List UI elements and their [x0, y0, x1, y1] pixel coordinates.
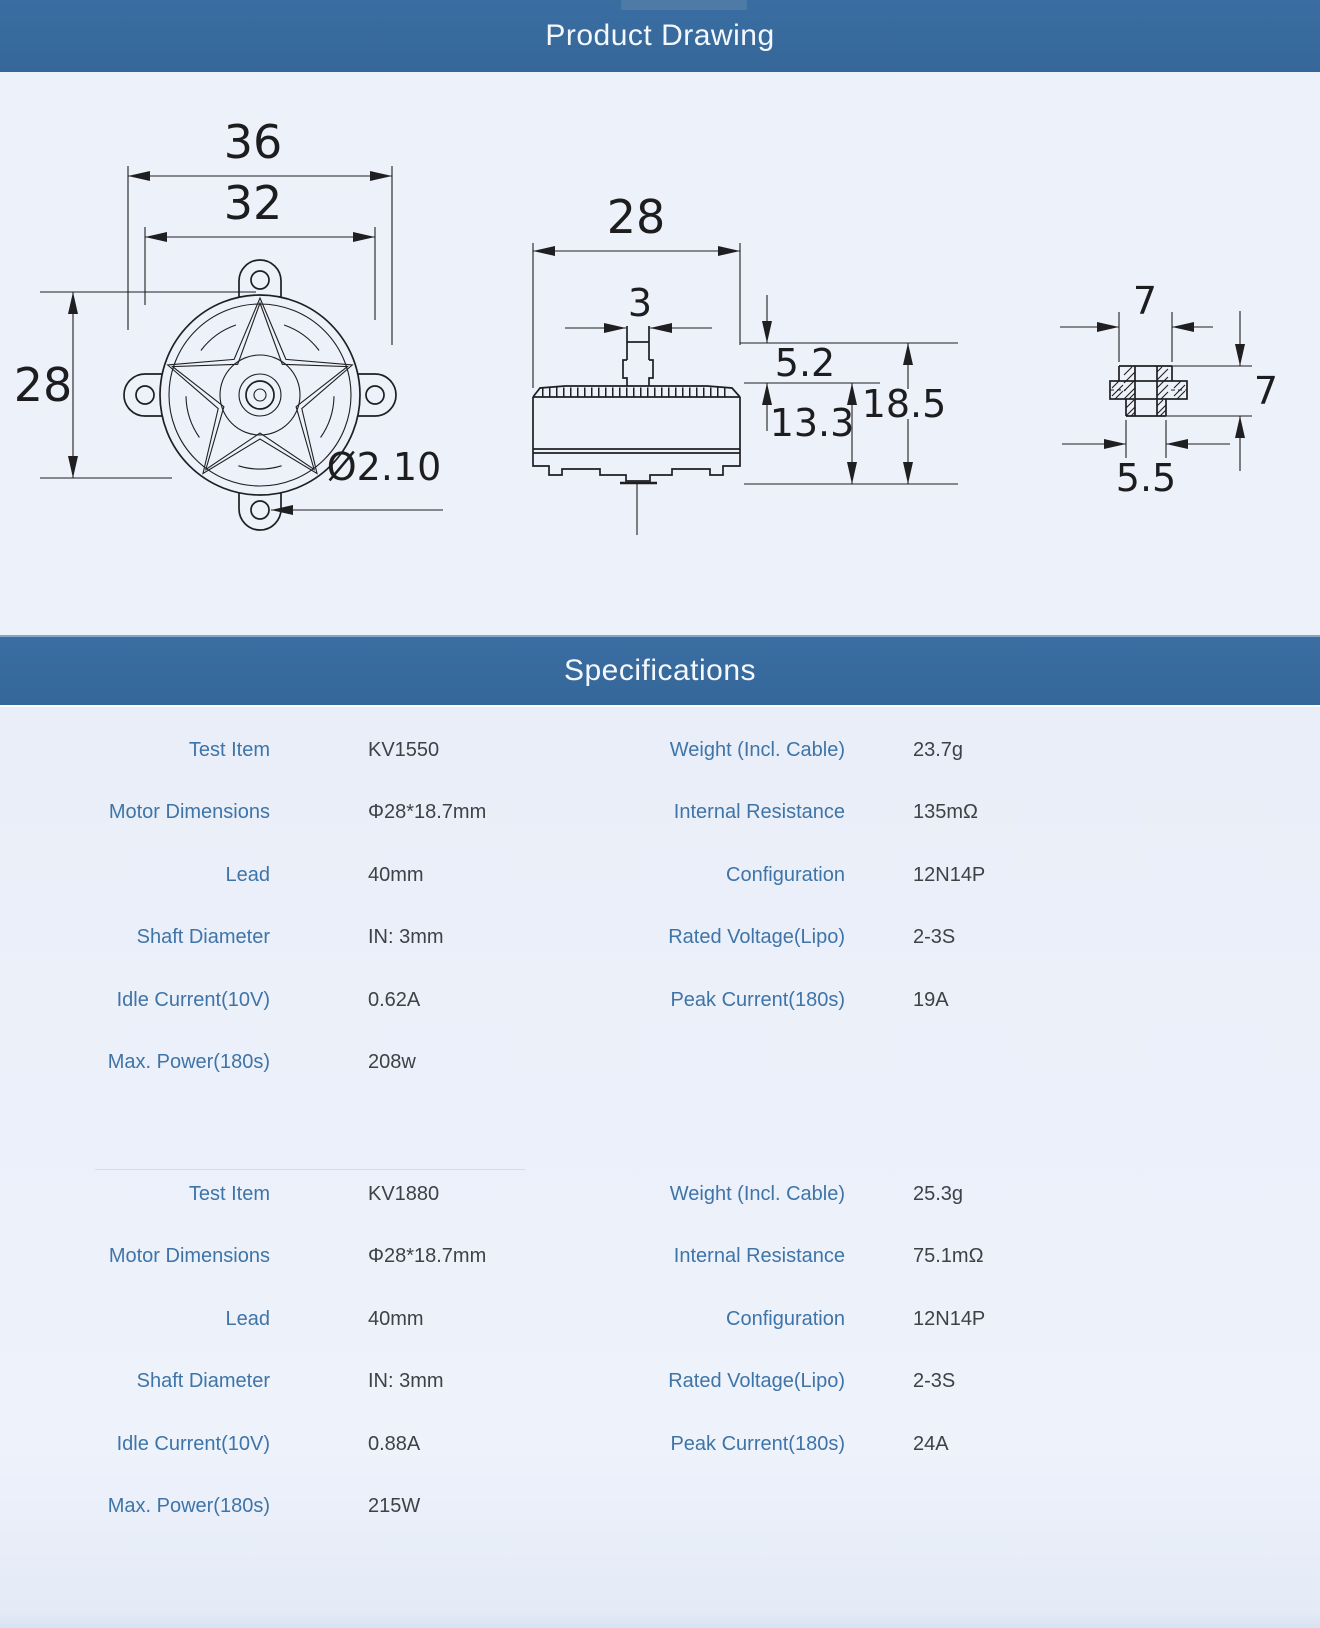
spec-label: Weight (Incl. Cable) — [669, 1182, 845, 1205]
spec-label: Shaft Diameter — [136, 926, 270, 949]
specifications-header — [0, 635, 1320, 707]
spec-label: Configuration — [726, 1307, 845, 1330]
spec-value: 40mm — [368, 863, 424, 886]
spec-row — [0, 1288, 1320, 1351]
spec-row — [0, 1413, 1320, 1476]
spec-label: Peak Current(180s) — [670, 1432, 845, 1455]
spec-label: Max. Power(180s) — [107, 1495, 270, 1518]
spec-row — [0, 1032, 1320, 1095]
hatch-pattern — [1112, 367, 1185, 416]
spec-row — [0, 969, 1320, 1032]
spec-label: Idle Current(10V) — [116, 1432, 270, 1455]
product-drawing-figure — [0, 72, 1320, 635]
spec-value: Φ28*18.7mm — [368, 801, 487, 824]
side-view-dimensions — [533, 190, 958, 484]
spec-label: Max. Power(180s) — [107, 1051, 270, 1074]
dim-section-height: 7 — [1253, 369, 1279, 413]
shaft-section-view — [1110, 366, 1187, 416]
spec-value: 2-3S — [913, 1370, 956, 1393]
spec-label: Rated Voltage(Lipo) — [668, 926, 845, 949]
dim-side-shaft-diameter: 3 — [627, 281, 653, 325]
spec-value: 0.62A — [368, 988, 421, 1011]
spec-label: Test Item — [188, 738, 270, 761]
spec-row — [0, 782, 1320, 845]
side-view — [533, 326, 740, 535]
spec-label: Idle Current(10V) — [116, 988, 270, 1011]
motor-technical-drawing — [0, 72, 1320, 635]
spec-value: 23.7g — [913, 738, 964, 761]
spec-value: 135mΩ — [913, 801, 978, 824]
spec-label: Configuration — [726, 863, 845, 886]
spec-label: Motor Dimensions — [108, 1245, 270, 1268]
spec-row — [0, 1163, 1320, 1226]
spec-row — [0, 719, 1320, 782]
spec-value: 12N14P — [913, 863, 986, 886]
spec-value: 2-3S — [913, 926, 956, 949]
spec-value: 25.3g — [913, 1182, 964, 1205]
top-notch-decoration — [621, 0, 747, 10]
spec-row — [0, 1351, 1320, 1414]
dim-side-width: 28 — [606, 190, 666, 244]
dim-front-overall-width: 36 — [223, 115, 283, 169]
spec-value: Φ28*18.7mm — [368, 1245, 487, 1268]
spec-value: 40mm — [368, 1307, 424, 1330]
dim-front-mount-spacing: 32 — [223, 176, 283, 230]
spec-row — [0, 1226, 1320, 1289]
dim-side-body-height: 13.3 — [769, 401, 855, 445]
specifications-section — [0, 707, 1320, 1628]
spec-table-kv1880 — [0, 1163, 1320, 1538]
spec-value: KV1550 — [368, 738, 440, 761]
spec-row — [0, 844, 1320, 907]
dim-front-mount-hole: Ø2.10 — [326, 445, 442, 489]
spec-label: Lead — [225, 863, 270, 886]
spec-value: 12N14P — [913, 1307, 986, 1330]
shaft-section-dimensions — [1060, 279, 1278, 500]
spec-label: Motor Dimensions — [108, 801, 270, 824]
spec-value: 19A — [913, 988, 949, 1011]
dim-side-shaft-exposed: 5.2 — [774, 341, 836, 385]
spec-value: 24A — [913, 1432, 949, 1455]
front-view-dimensions — [14, 115, 443, 515]
front-view — [124, 260, 396, 530]
spec-table-kv1550 — [0, 719, 1320, 1094]
product-drawing-header — [0, 0, 1320, 72]
dim-section-bottom-width: 5.5 — [1115, 456, 1177, 500]
spec-label: Internal Resistance — [673, 801, 845, 824]
spec-row — [0, 907, 1320, 970]
spec-value: 208w — [368, 1051, 416, 1074]
spec-label: Weight (Incl. Cable) — [669, 738, 845, 761]
spec-label: Shaft Diameter — [136, 1370, 270, 1393]
spec-label: Test Item — [188, 1182, 270, 1205]
dim-front-body-diameter: 28 — [13, 358, 73, 412]
spec-label: Rated Voltage(Lipo) — [668, 1370, 845, 1393]
spec-label: Peak Current(180s) — [670, 988, 845, 1011]
spec-value: IN: 3mm — [368, 1370, 444, 1393]
dim-section-top-width: 7 — [1132, 279, 1158, 323]
spec-value: 75.1mΩ — [913, 1245, 984, 1268]
spec-label: Lead — [225, 1307, 270, 1330]
spec-label: Internal Resistance — [673, 1245, 845, 1268]
bottom-fade — [0, 1612, 1320, 1628]
product-drawing-title: Product Drawing — [545, 19, 775, 52]
spec-value: 0.88A — [368, 1432, 421, 1455]
spec-row — [0, 1476, 1320, 1539]
spec-value: 215W — [368, 1495, 421, 1518]
specifications-title: Specifications — [563, 654, 757, 687]
spec-value: KV1880 — [368, 1182, 440, 1205]
dim-side-overall-height: 18.5 — [861, 382, 947, 426]
spec-value: IN: 3mm — [368, 926, 444, 949]
